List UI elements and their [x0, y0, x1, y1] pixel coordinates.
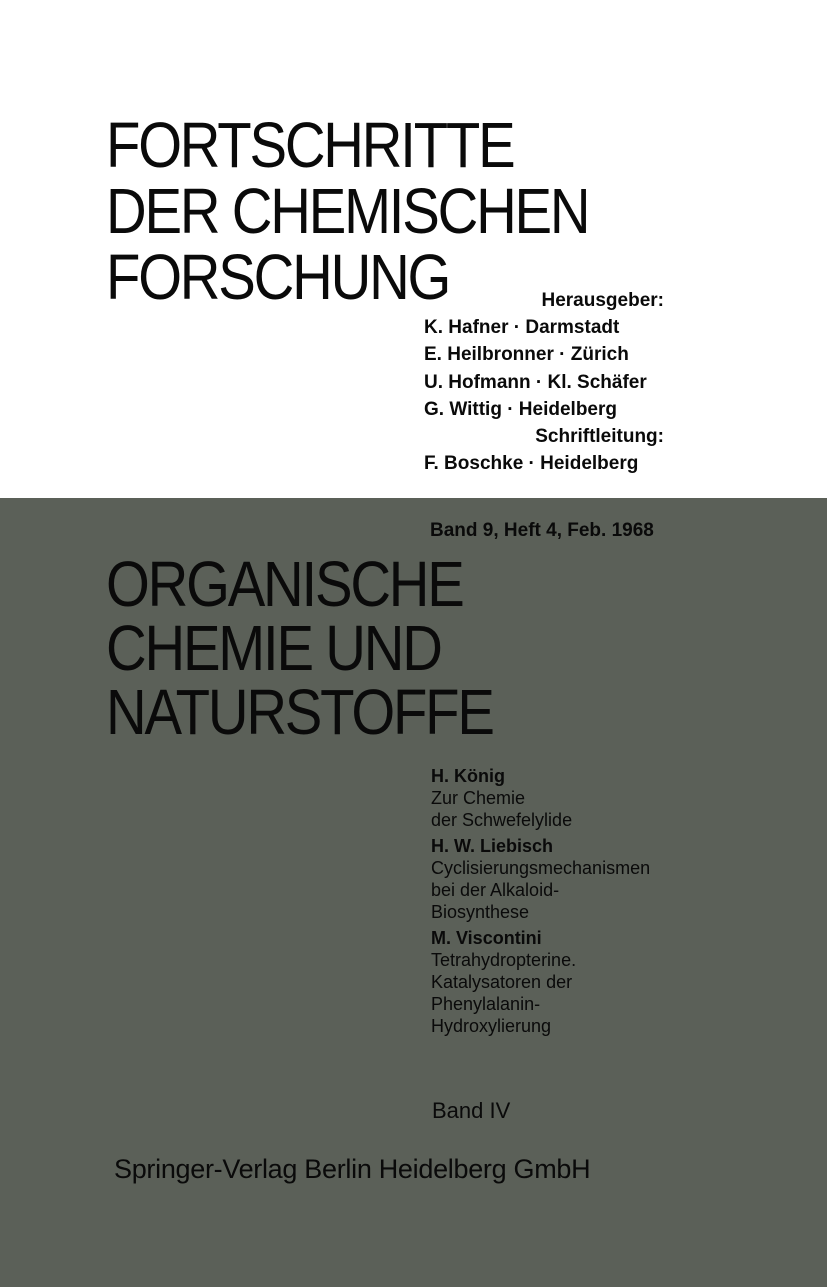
entry-title-line: Zur Chemie [431, 788, 526, 808]
series-title-line: FORTSCHRITTE [106, 109, 514, 181]
editors-block [424, 287, 684, 477]
volume-title [106, 548, 493, 748]
volume-title-line: CHEMIE UND [106, 612, 441, 684]
entry-author: H. König [431, 766, 505, 786]
series-title [106, 109, 589, 313]
entry-author: H. W. Liebisch [431, 836, 554, 856]
entry-title-line: der Schwefelylide [431, 810, 573, 830]
entry-title-line: Katalysatoren der [431, 972, 573, 992]
series-title-line: FORSCHUNG [106, 241, 450, 313]
contents-entry [431, 835, 811, 923]
series-title-line: DER CHEMISCHEN [106, 175, 589, 247]
volume-title-line: ORGANISCHE [106, 548, 463, 620]
entry-title-line: Tetrahydropterine. [431, 950, 577, 970]
contents-entry [431, 765, 811, 831]
editor-line: U. Hofmann · Kl. Schäfer [424, 371, 647, 393]
entry-title-line: Biosynthese [431, 902, 530, 922]
entry-title-line: Cyclisierungsmechanismen [431, 858, 651, 878]
issue-info: Band 9, Heft 4, Feb. 1968 [430, 520, 654, 541]
managing-heading: Schriftleitung: [535, 426, 664, 448]
entry-title-line: Phenylalanin- [431, 994, 541, 1014]
entry-author: M. Viscontini [431, 928, 542, 948]
band-number: Band IV [432, 1098, 511, 1123]
contents-list [431, 765, 811, 1041]
entry-title-line: bei der Alkaloid- [431, 880, 560, 900]
editor-line: K. Hafner · Darmstadt [424, 317, 620, 339]
publisher: Springer-Verlag Berlin Heidelberg GmbH [114, 1154, 591, 1184]
editor-line: E. Heilbronner · Zürich [424, 344, 629, 366]
managing-editor: F. Boschke · Heidelberg [424, 453, 639, 475]
contents-entry [431, 927, 811, 1037]
editors-heading: Herausgeber: [541, 290, 664, 311]
entry-title-line: Hydroxylierung [431, 1016, 552, 1036]
editor-line: G. Wittig · Heidelberg [424, 398, 617, 420]
volume-title-line: NATURSTOFFE [106, 676, 493, 748]
